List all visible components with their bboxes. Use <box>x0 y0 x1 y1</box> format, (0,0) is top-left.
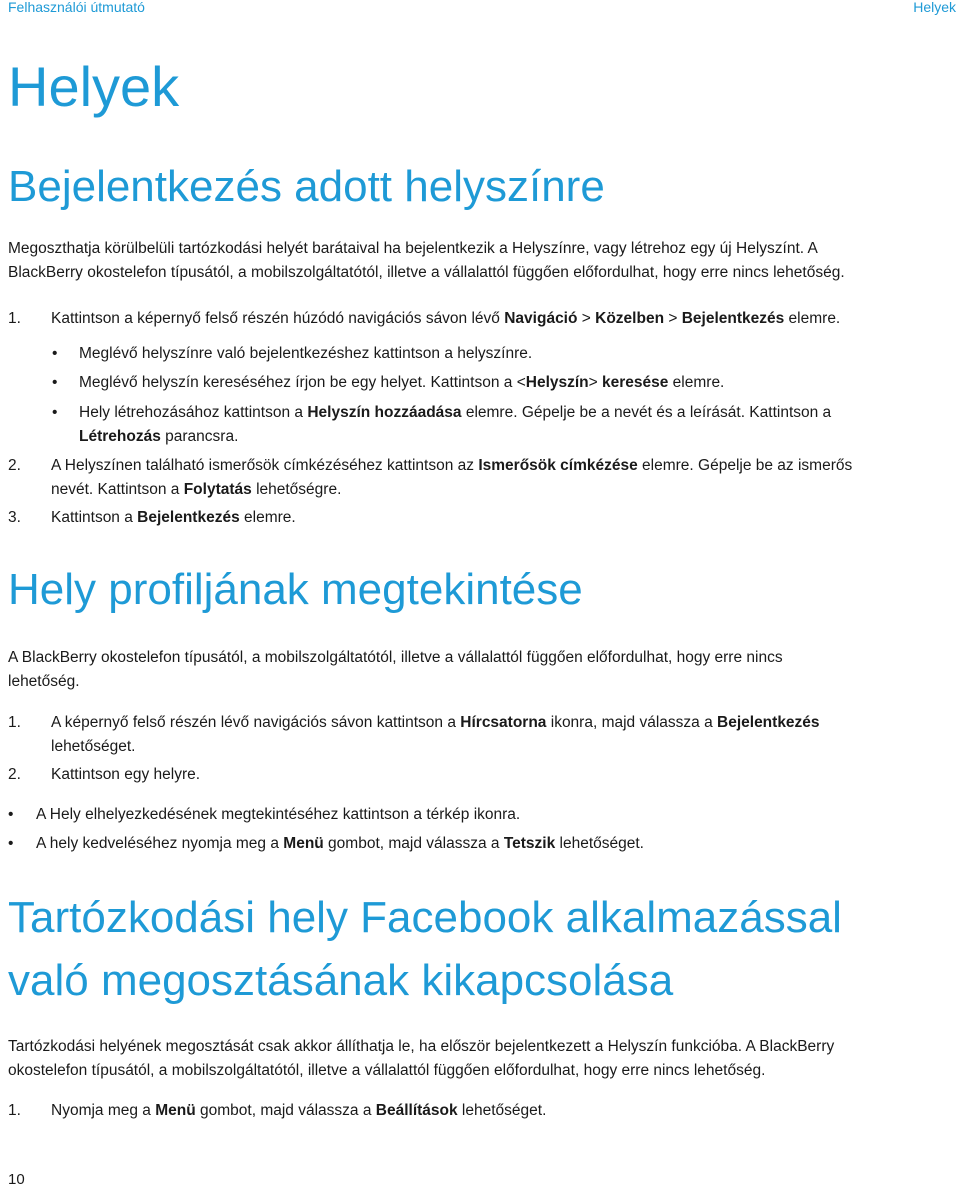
step-text <box>51 454 951 502</box>
ui-term: Menü <box>283 835 324 852</box>
list-item <box>79 371 959 395</box>
section2-intro <box>8 646 952 694</box>
section-title-facebook-line1: Tartózkodási hely Facebook alkalmazással <box>8 893 842 942</box>
step-text <box>51 307 951 331</box>
bullet-icon: • <box>8 835 14 852</box>
ui-term: Tetszik <box>503 835 556 852</box>
ui-term: Hírcsatorna <box>460 714 547 731</box>
step-number: 2. <box>8 457 21 474</box>
bullet-icon: • <box>8 806 14 823</box>
step-number: 1. <box>8 714 21 731</box>
step-text <box>51 506 951 530</box>
step-text <box>51 1099 951 1123</box>
text-run: lehetőséget. <box>457 1102 547 1119</box>
list-item-line2 <box>79 425 959 449</box>
step-number: 3. <box>8 509 21 526</box>
text-run: nevét. Kattintson a <box>51 481 184 498</box>
ui-term: Bejelentkezés <box>717 714 820 731</box>
section1-intro-line2: BlackBerry okostelefon típusától, a mobilszolgáltatótól, illetve a vállalattól függően előfordulhat, hogy erre nincs lehetőség. <box>8 264 845 281</box>
text-run: A képernyő felső részén lévő navigációs sávon kattintson a <box>51 714 461 731</box>
text-run: A Helyszínen található ismerősök címkézéséhez kattintson az <box>51 457 479 474</box>
text-run: elemre. <box>239 509 296 526</box>
page-number: 10 <box>8 1171 25 1188</box>
text-run: ikonra, majd válassza a <box>546 714 718 731</box>
bullet-icon: • <box>52 374 58 391</box>
ui-term: Menü <box>155 1102 196 1119</box>
text-run: elemre. <box>668 374 725 391</box>
list-item <box>36 803 936 827</box>
text-run: A Hely elhelyezkedésének megtekintéséhez kattintson a térkép ikonra. <box>36 806 521 823</box>
text-run: A hely kedveléséhez nyomja meg a <box>36 835 284 852</box>
text-run: > <box>577 310 596 327</box>
text-run: Kattintson a <box>51 509 138 526</box>
bullet-icon: • <box>52 404 58 421</box>
step-number: 1. <box>8 310 21 327</box>
text-run: parancsra. <box>160 428 239 445</box>
list-item-line1 <box>79 401 959 425</box>
ui-term: Létrehozás <box>79 428 161 445</box>
step-text <box>51 763 951 787</box>
ui-term: Ismerősök címkézése <box>478 457 638 474</box>
list-item <box>79 401 959 449</box>
text-run: lehetőségre. <box>251 481 342 498</box>
page-title: Helyek <box>8 55 180 118</box>
text-run: Meglévő helyszínre való bejelentkezéshez kattintson a helyszínre. <box>79 345 533 362</box>
text-run: elemre. Gépelje be az ismerős <box>637 457 853 474</box>
text-run: Hely létrehozásához kattintson a <box>79 404 308 421</box>
text-run: > <box>588 374 602 391</box>
section1-intro <box>8 237 952 285</box>
text-run: lehetőséget. <box>555 835 644 852</box>
text-run: Nyomja meg a <box>51 1102 156 1119</box>
step-line2 <box>51 478 951 502</box>
section-title-facebook-line2: való megosztásának kikapcsolása <box>8 956 674 1005</box>
text-run: > <box>664 310 682 327</box>
section2-intro-line1: A BlackBerry okostelefon típusától, a mobilszolgáltatótól, illetve a vállalattól függően előfordulhat, hogy erre nincs <box>8 649 783 666</box>
ui-term: Navigáció <box>504 310 578 327</box>
step-line1 <box>51 454 951 478</box>
running-header-right: Helyek <box>913 0 956 15</box>
ui-term: Bejelentkezés <box>681 310 785 327</box>
text-run: Kattintson egy helyre. <box>51 766 201 783</box>
section3-intro <box>8 1035 952 1083</box>
step-text <box>51 711 951 759</box>
text-run: elemre. <box>784 310 841 327</box>
ui-term: Beállítások <box>375 1102 458 1119</box>
section-title-check-in: Bejelentkezés adott helyszínre <box>8 162 605 211</box>
ui-term: Közelben <box>595 310 665 327</box>
ui-term: Bejelentkezés <box>137 509 240 526</box>
section-title-place-profile: Hely profiljának megtekintése <box>8 565 583 614</box>
text-run: Kattintson a képernyő felső részén húzódó navigációs sávon lévő <box>51 310 505 327</box>
step-line2: lehetőséget. <box>51 738 136 755</box>
step-number: 1. <box>8 1102 21 1119</box>
section3-intro-line1: Tartózkodási helyének megosztását csak akkor állíthatja le, ha először bejelentkezett a Helyszín funkcióba. A BlackBerry <box>8 1038 835 1055</box>
text-run: elemre. Gépelje be a nevét és a leírását. Kattintson a <box>461 404 832 421</box>
list-item <box>36 832 936 856</box>
text-run: Meglévő helyszín kereséséhez írjon be egy helyet. Kattintson a < <box>79 374 526 391</box>
ui-term: Helyszín hozzáadása <box>307 404 462 421</box>
ui-term: Folytatás <box>183 481 252 498</box>
section2-intro-line2: lehetőség. <box>8 673 80 690</box>
ui-term: keresése <box>602 374 669 391</box>
bullet-icon: • <box>52 345 58 362</box>
text-run: gombot, majd válassza a <box>195 1102 376 1119</box>
step-number: 2. <box>8 766 21 783</box>
section3-intro-line2: okostelefon típusától, a mobilszolgáltatótól, illetve a vállalattól függően előfordulhat, hogy erre nincs lehetőség. <box>8 1062 766 1079</box>
running-header-left: Felhasználói útmutató <box>8 0 145 15</box>
section1-intro-line1: Megoszthatja körülbelüli tartózkodási helyét barátaival ha bejelentkezik a Helyszínre, vagy létrehoz egy új Helyszínt. A <box>8 240 818 257</box>
text-run: gombot, majd válassza a <box>323 835 504 852</box>
ui-term: Helyszín <box>525 374 589 391</box>
list-item <box>79 342 959 366</box>
step-line1 <box>51 711 951 735</box>
